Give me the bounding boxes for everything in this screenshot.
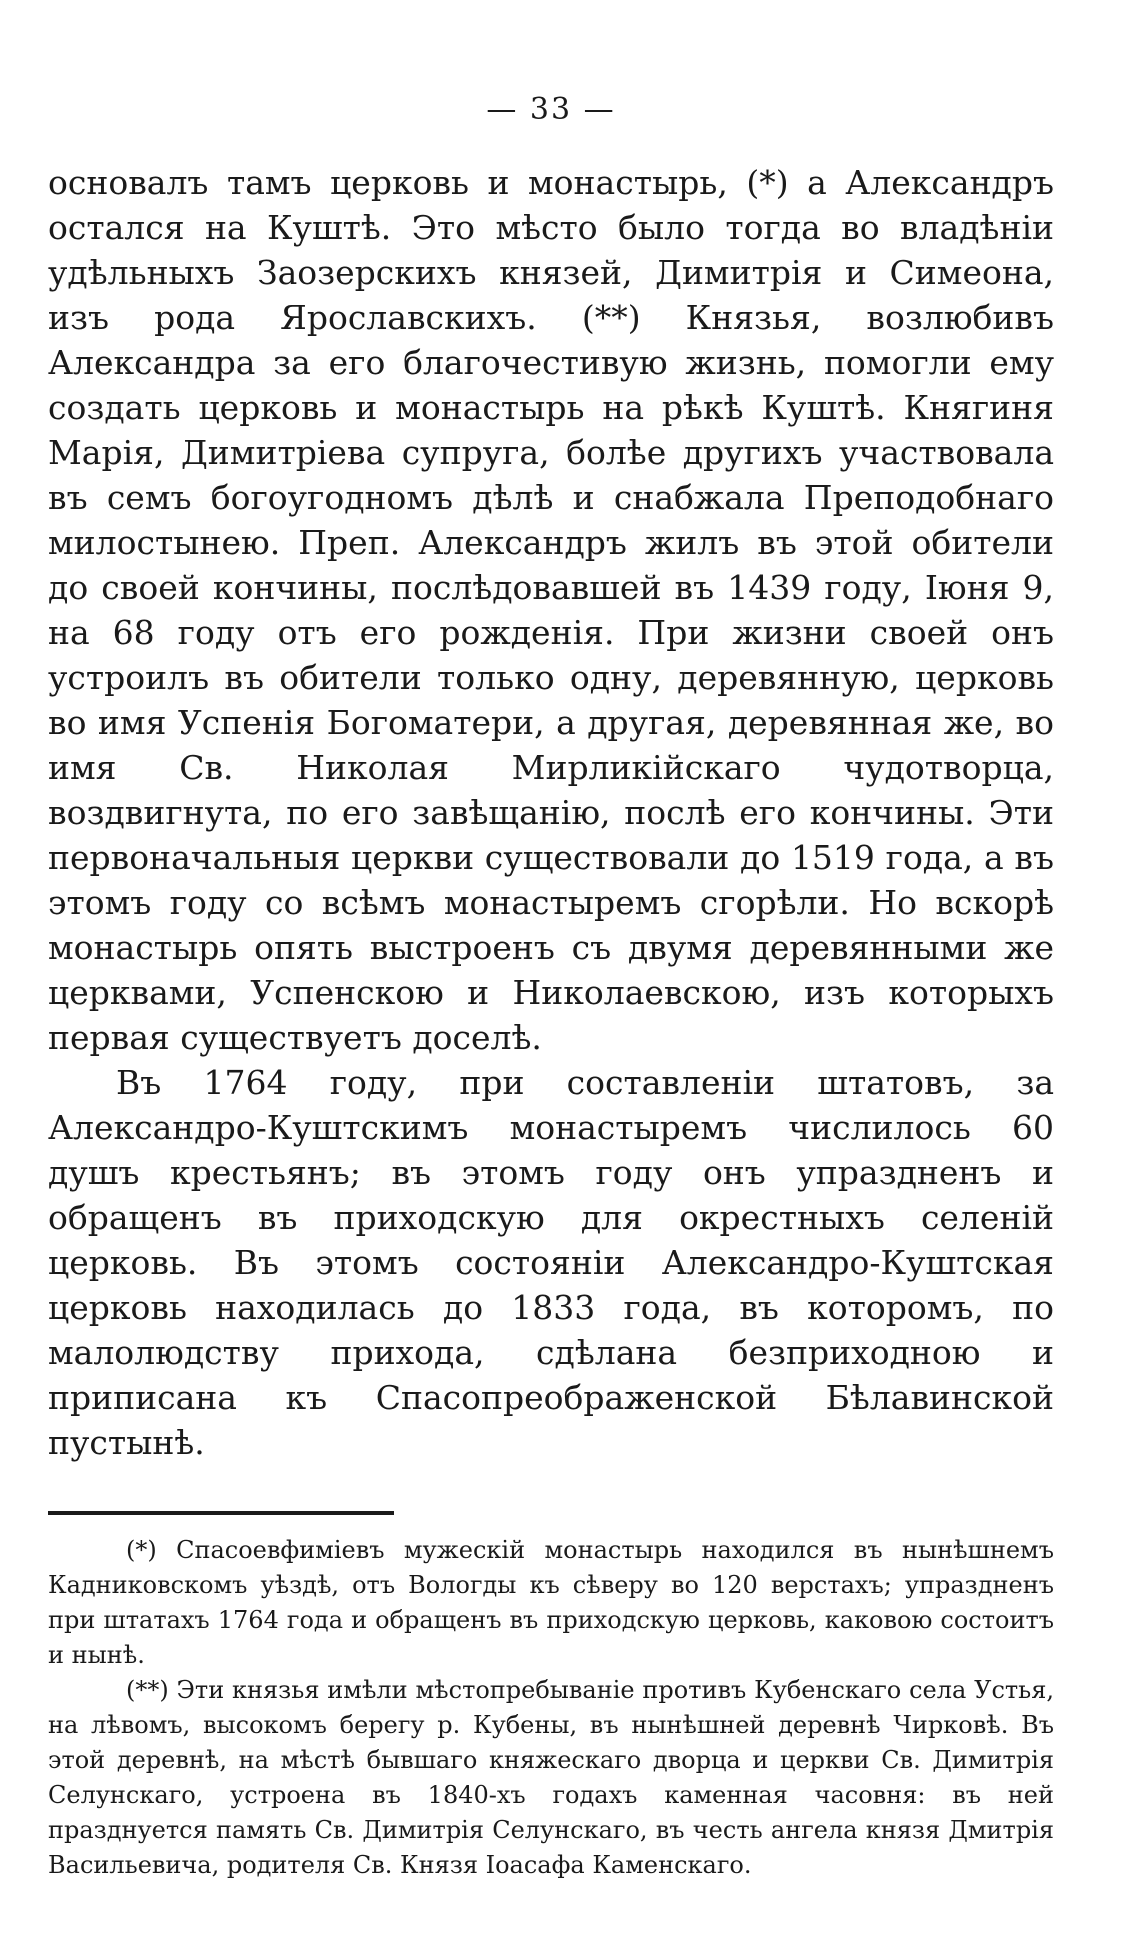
paragraph: основалъ тамъ церковь и монастырь, (*) а Александръ остался на Куштѣ. Это мѣсто было тогда во владѣніи удѣльныхъ Заозерскихъ князей, Димитрія и Симеона, изъ рода Ярославскихъ. (**) Князья, возлюбивъ Александра за его благочестивую жизнь, помогли ему создать церковь и монастырь на рѣкѣ Куштѣ. Княгиня Марія, Димитріева супруга, болѣе другихъ участвовала въ семъ богоугодномъ дѣлѣ и снабжала Преподобнаго милостынею. Преп. Александръ жилъ въ этой обители до своей кончины, послѣдовавшей въ 1439 году, Іюня 9, на 68 году отъ его рожденія. При жизни своей онъ устроилъ въ обители только одну, деревянную, церковь во имя Успенія Богоматери, а другая, деревянная же, во имя Св. Николая Мирликійскаго чудотворца, воздвигнута, по его завѣщанію, послѣ его кончины. Эти первоначальныя церкви существовали до 1519 года, а въ этомъ году со всѣмъ монастыремъ сгорѣли. Но вскорѣ монастырь опять выстроенъ съ двумя деревянными же церквами, Успенскою и Николаевскою, изъ которыхъ первая существуетъ доселѣ.: [48, 163, 1054, 1057]
book-page: [48, 90, 1054, 1883]
footnote: (*) Спасоевфиміевъ мужескій монастырь находился въ нынѣшнемъ Кадниковскомъ уѣздѣ, отъ Вологды къ сѣверу во 120 верстахъ; упраздненъ при штатахъ 1764 года и обращенъ въ приходскую церковь, каковою состоитъ и нынѣ.: [48, 1536, 1054, 1669]
footnotes: [48, 1533, 1054, 1883]
paragraph: Въ 1764 году, при составленіи штатовъ, за Александро-Куштскимъ монастыремъ числилось 60 душъ крестьянъ; въ этомъ году онъ упраздненъ и обращенъ въ приходскую для окрестныхъ селеній церковь. Въ этомъ состояніи Александро-Куштская церковь находилась до 1833 года, въ которомъ, по малолюдству прихода, сдѣлана безприходною и приписана къ Спасопреображенской Бѣлавинской пустынѣ.: [48, 1063, 1054, 1462]
main-text: [48, 160, 1054, 1465]
footnote-divider: [48, 1511, 394, 1515]
footnote: (**) Эти князья имѣли мѣстопребываніе противъ Кубенскаго села Устья, на лѣвомъ, высокомъ берегу р. Кубены, въ нынѣшней деревнѣ Чирковѣ. Въ этой деревнѣ, на мѣстѣ бывшаго княжескаго дворца и церкви Св. Димитрія Селунскаго, устроена въ 1840-хъ годахъ каменная часовня: въ ней празднуется память Св. Димитрія Селунскаго, въ честь ангела князя Дмитрія Васильевича, родителя Св. Князя Іоасафа Каменскаго.: [48, 1676, 1054, 1879]
page-number: — 33 —: [486, 92, 616, 127]
